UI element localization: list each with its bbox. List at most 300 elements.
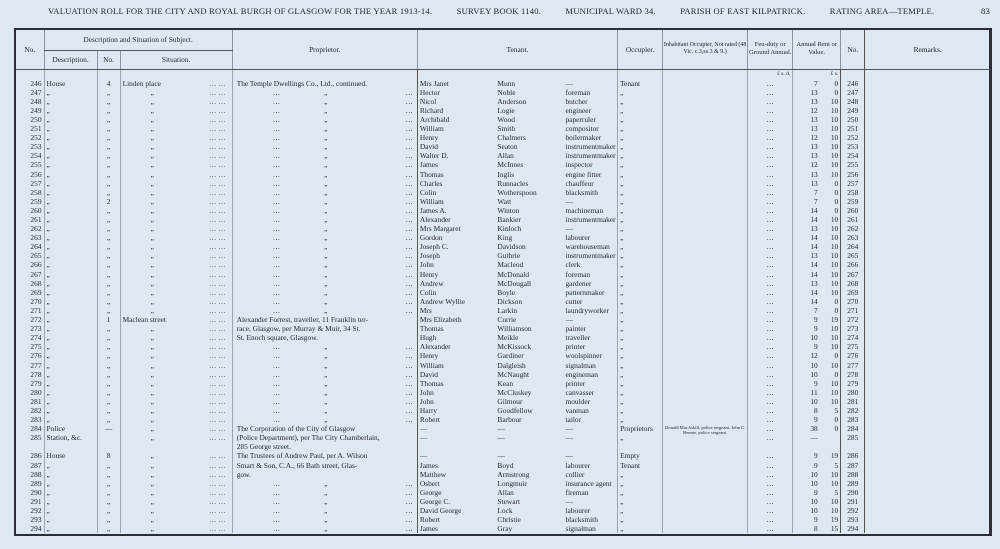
description: „ [44,515,97,524]
inhabitant-occupier [663,270,748,279]
row-no: 283 [30,415,42,425]
row-no: 286 [30,451,42,461]
row-no: 268 [30,278,42,288]
tenant-occupation: signalman [565,360,596,370]
tenant-first-name: James [417,461,495,470]
occupier: „ [618,260,663,269]
tenant-occupation: labourer [565,460,591,470]
valuation-table-frame [14,28,992,536]
subject-no: „ [97,251,120,260]
row-no: 253 [30,142,42,152]
tenant-occupation: collier [565,469,585,479]
rent-pounds: 14 [793,206,820,215]
tenant-occupation: instrumentmaker [565,151,616,161]
situation: „ … … [120,379,232,388]
occupier: „ [618,397,663,406]
occupier: „ [618,388,663,397]
remarks [865,297,990,306]
situation: „ … … [120,361,232,370]
remarks [865,279,990,288]
row-no: 274 [30,333,42,343]
row-no-right: 265 [841,251,865,260]
tenant-surname: — [497,424,505,434]
inhabitant-occupier [663,179,748,188]
feu-duty [748,442,793,451]
rent-shillings: 10 [830,287,839,297]
table-row [16,424,990,433]
situation: „ … … [120,197,232,206]
description: „ [44,224,97,233]
tenant-surname: Gardiner [497,351,524,361]
occupier: „ [618,179,663,188]
subject-no: „ [97,497,120,506]
inhabitant-occupier [663,524,748,533]
table-row [16,470,990,479]
rent-pounds: 13 [793,170,820,179]
row-no-right: 283 [841,415,865,424]
tenant-first-name: Colin [417,188,495,197]
rent-pounds: 7 [793,79,820,88]
tenant-occupation: printer [565,378,586,388]
inhabitant-occupier [663,242,748,251]
occupier: „ [618,324,663,333]
tenant-first-name: Mrs [417,306,495,315]
table-row [16,215,990,224]
row-no-right: 255 [841,160,865,169]
tenant-first-name: Mrs Janet [417,79,495,88]
remarks [865,224,990,233]
municipal-ward: MUNICIPAL WARD 34. [565,6,656,16]
table-row [16,461,990,470]
row-no-right: 285 [841,433,865,442]
tenant-first-name: — [417,424,495,433]
row-no-right: 251 [841,124,865,133]
table-row [16,479,990,488]
tenant-first-name: Alexander [417,215,495,224]
inhabitant-occupier [663,351,748,360]
tenant-surname: Williamson [497,324,532,334]
tenant-first-name: Mrs Margaret [417,224,495,233]
row-no: 260 [30,205,42,215]
rent-shillings: 0 [834,178,839,188]
tenant-surname: McDonald [497,269,530,279]
col-remarks: Remarks. [865,30,990,69]
proprietor: … „ … [232,133,417,142]
subject-no: 4 [97,79,120,88]
situation: „ … … [120,388,232,397]
row-no-right: 264 [841,242,865,251]
situation: „ … … [120,288,232,297]
remarks [865,479,990,488]
tenant-first-name: George [417,488,495,497]
inhabitant-occupier [663,79,748,88]
description: „ [44,115,97,124]
col-no-right: No. [841,30,865,69]
proprietor: … „ … [232,388,417,397]
description: „ [44,124,97,133]
tenant-first-name: Osbert [417,479,495,488]
situation: „ … … [120,251,232,260]
subject-no: „ [97,215,120,224]
remarks [865,179,990,188]
table-row [16,297,990,306]
tenant-occupation: labourer [565,506,591,515]
subject-no: „ [97,524,120,533]
inhabitant-occupier [663,515,748,524]
inhabitant-occupier [663,324,748,333]
tenant-first-name: Thomas [417,324,495,333]
row-no: 271 [30,305,42,315]
survey-book: SURVEY BOOK 1140. [456,6,542,16]
situation: Linden place … … [120,79,232,88]
subject-no: „ [97,379,120,388]
tenant-first-name: Thomas [417,170,495,179]
table-row [16,306,990,315]
occupier: „ [618,170,663,179]
col-annual-rent: Annual Rent or Value. [793,30,841,69]
situation: „ … … [120,451,232,460]
subject-no: „ [97,142,120,151]
feu-duty: … [748,170,793,179]
inhabitant-occupier [663,479,748,488]
row-no-right: 281 [841,397,865,406]
description: „ [44,160,97,169]
occupier: „ [618,406,663,415]
row-no-right: 282 [841,406,865,415]
feu-duty: … [748,233,793,242]
inhabitant-occupier [663,397,748,406]
situation: „ … … [120,260,232,269]
rent-pounds: 9 [793,315,820,324]
occupier: „ [618,333,663,342]
feu-duty: … [748,461,793,470]
row-no-right: 288 [841,470,865,479]
proprietor: … „ … [232,197,417,206]
rent-shillings: 0 [834,78,839,88]
tenant-surname: Larkin [497,305,518,315]
row-no-right: 274 [841,333,865,342]
tenant-surname: Inglis [497,169,515,179]
tenant-surname: Longmuir [497,478,527,488]
description: „ [44,479,97,488]
situation: „ … … [120,151,232,160]
occupier: „ [618,351,663,360]
inhabitant-occupier [663,115,748,124]
subject-no: 2 [97,197,120,206]
subject-no: „ [97,297,120,306]
situation: „ … … [120,242,232,251]
rent-shillings: 0 [834,87,839,97]
tenant-occupation [563,442,617,451]
table-row [16,188,990,197]
rent-shillings: 10 [830,160,839,170]
description: „ [44,206,97,215]
remarks [865,424,990,433]
rent-pounds: 10 [793,333,820,342]
inhabitant-occupier [663,379,748,388]
tenant-occupation: fireman [565,487,589,497]
inhabitant-occupier [663,433,748,442]
row-no: 267 [30,269,42,279]
proprietor: … „ … [232,88,417,97]
description: „ [44,342,97,351]
occupier: „ [618,506,663,515]
rent-shillings: 10 [830,378,839,388]
row-no-right: 267 [841,270,865,279]
tenant-surname: Dalgleish [497,360,526,370]
tenant-first-name: John [417,260,495,269]
tenant-occupation: traveller [565,333,591,343]
col-situation: Situation. [120,50,232,69]
feu-duty: … [748,260,793,269]
feu-duty: … [748,324,793,333]
rating-area: RATING AREA—TEMPLE. [829,6,935,16]
description: „ [44,497,97,506]
proprietor: … „ … [232,297,417,306]
tenant-occupation: foreman [565,269,591,279]
remarks [865,415,990,424]
subject-no: 1 [97,315,120,324]
remarks [865,433,990,442]
subject-no: „ [97,279,120,288]
description: „ [44,97,97,106]
feu-duty: … [748,388,793,397]
tenant-occupation: moulder [565,396,591,406]
tenant-surname: Davidson [497,242,526,252]
occupier: „ [618,433,663,442]
tenant-occupation: laundryworker [565,305,609,315]
situation: „ … … [120,515,232,524]
feu-duty: … [748,306,793,315]
tenant-first-name: Walter D. [417,151,495,160]
proprietor: … „ … [232,124,417,133]
row-no: 257 [30,178,42,188]
row-no-right: 291 [841,497,865,506]
description: „ [44,415,97,424]
subject-no: 8 [97,451,120,460]
inhabitant-note: Donald MacAskill, police sergeant. John C. Rennie, police sergeant. [664,425,746,436]
row-no: 258 [30,187,42,197]
tenant-occupation: printer [565,342,586,352]
situation: „ … … [120,142,232,151]
situation: „ … … [120,506,232,515]
occupier: „ [618,106,663,115]
description: „ [44,506,97,515]
row-no-right: 290 [841,488,865,497]
remarks [865,370,990,379]
inhabitant-occupier [663,142,748,151]
tenant-first-name: James A. [417,206,495,215]
rent-pounds: 13 [793,88,820,97]
feu-duty: … [748,451,793,460]
row-no-right: 278 [841,370,865,379]
tenant-surname: Wotherspoon [497,187,537,197]
row-no-right: 260 [841,206,865,215]
tenant-surname: Armstrong [497,469,530,479]
row-no-right: 293 [841,515,865,524]
situation: „ … … [120,324,232,333]
description: „ [44,488,97,497]
description: „ [44,524,97,533]
description: „ [44,233,97,242]
rent-shillings: 10 [830,396,839,406]
inhabitant-occupier [663,215,748,224]
remarks [865,206,990,215]
tenant-surname: Goodfellow [497,405,533,415]
occupier: Proprietors [618,424,663,433]
occupier: Tenant [618,461,663,470]
feu-duty: … [748,88,793,97]
table-row [16,451,990,460]
tenant-surname: Gray [497,524,513,534]
rent-pounds: 7 [793,306,820,315]
remarks [865,451,990,460]
tenant-first-name: Richard [417,106,495,115]
table-row [16,170,990,179]
occupier: „ [618,124,663,133]
feu-duty: … [748,361,793,370]
tenant-occupation: chauffeur [565,178,594,188]
occupier: „ [618,524,663,533]
inhabitant-occupier [663,188,748,197]
row-no-right: 292 [841,506,865,515]
tenant-surname: Allan [497,151,514,161]
tenant-surname: Gilmour [497,396,523,406]
subject-no: „ [97,388,120,397]
inhabitant-occupier [663,315,748,324]
description: „ [44,215,97,224]
col-feu-duty: Feu-duty or Ground Annual. [748,30,793,69]
rent-pounds: 14 [793,215,820,224]
situation: „ … … [120,206,232,215]
situation: „ … … [120,224,232,233]
proprietor: … „ … [232,233,417,242]
row-no-right: 259 [841,197,865,206]
row-no-right: 250 [841,115,865,124]
row-no-right: 280 [841,388,865,397]
rent-pounds: 7 [793,197,820,206]
tenant-occupation: woolspinner [565,351,603,361]
rent-pounds: 10 [793,497,820,506]
tenant-surname: Kinloch [497,224,522,234]
tenant-first-name: Joseph C. [417,242,495,251]
subject-no: „ [97,106,120,115]
feu-duty: … [748,515,793,524]
subject-no: „ [97,224,120,233]
feu-duty: … [748,351,793,360]
occupier: „ [618,115,663,124]
rent-shillings: 10 [830,169,839,179]
row-no: 272 [30,315,42,325]
table-row [16,370,990,379]
occupier: „ [618,515,663,524]
proprietor: … „ … [232,397,417,406]
rent-shillings: 10 [830,242,839,252]
subject-no: „ [97,351,120,360]
feu-duty: … [748,315,793,324]
row-no: 281 [30,396,42,406]
subject-no: „ [97,461,120,470]
occupier: „ [618,224,663,233]
proprietor: The Corporation of the City of Glasgow [232,424,417,433]
rent-pounds: 9 [793,342,820,351]
row-no-right: 276 [841,351,865,360]
rent-pounds: 13 [793,251,820,260]
description: „ [44,106,97,115]
row-no-right: 273 [841,324,865,333]
valuation-table [16,30,990,533]
rent-shillings: 10 [830,387,839,397]
proprietor: … „ … [232,415,417,424]
occupier: „ [618,197,663,206]
rent-shillings: 10 [830,151,839,161]
tenant-surname: Runnacles [497,178,529,188]
remarks [865,288,990,297]
rent-shillings: 19 [830,315,839,325]
remarks [865,515,990,524]
situation: „ … … [120,370,232,379]
inhabitant-occupier [663,497,748,506]
subject-no: „ [97,124,120,133]
tenant-occupation: gardener [565,278,592,288]
table-row [16,288,990,297]
proprietor: … „ … [232,370,417,379]
proprietor: … „ … [232,160,417,169]
occupier: „ [618,488,663,497]
rent-shillings: 0 [834,196,839,206]
col-sub-no: No. [97,50,120,69]
inhabitant-occupier [663,506,748,515]
rent-pounds: 13 [793,97,820,106]
tenant-surname: McKissock [497,342,532,352]
table-row [16,233,990,242]
inhabitant-occupier [663,442,748,451]
row-no: 293 [30,515,42,525]
proprietor: Smart & Son, C.A., 66 Bath street, Glas- [232,461,417,470]
description: „ [44,242,97,251]
tenant-surname [495,442,563,451]
rent-pounds: 8 [793,524,820,533]
row-no [16,442,44,451]
situation: „ … … [120,106,232,115]
row-no: 279 [30,378,42,388]
table-row [16,115,990,124]
table-row [16,270,990,279]
row-no: 276 [30,351,42,361]
row-no-right: 247 [841,88,865,97]
proprietor: The Temple Dwellings Co., Ltd., continued. [232,79,417,88]
rent-pounds: 14 [793,233,820,242]
occupier: „ [618,270,663,279]
col-occupier: Occupier. [618,30,663,69]
row-no: 252 [30,133,42,143]
subject-no: „ [97,306,120,315]
tenant-occupation: — [565,78,573,88]
col-inhabitant: Inhabitant Occupier, Not rated (48 Vic. c.3,ss.3 & 9.) [663,30,748,69]
feu-duty: … [748,106,793,115]
remarks [865,324,990,333]
rent-pounds: 13 [793,151,820,160]
row-no-right: 254 [841,151,865,160]
occupier: Empty [618,451,663,460]
feu-duty: … [748,506,793,515]
situation: Maclean street … … [120,315,232,324]
rent-shillings: 10 [830,215,839,224]
tenant-surname: Wood [497,114,515,124]
feu-duty: … [748,242,793,251]
inhabitant-occupier [663,88,748,97]
row-no-right: 286 [841,451,865,460]
